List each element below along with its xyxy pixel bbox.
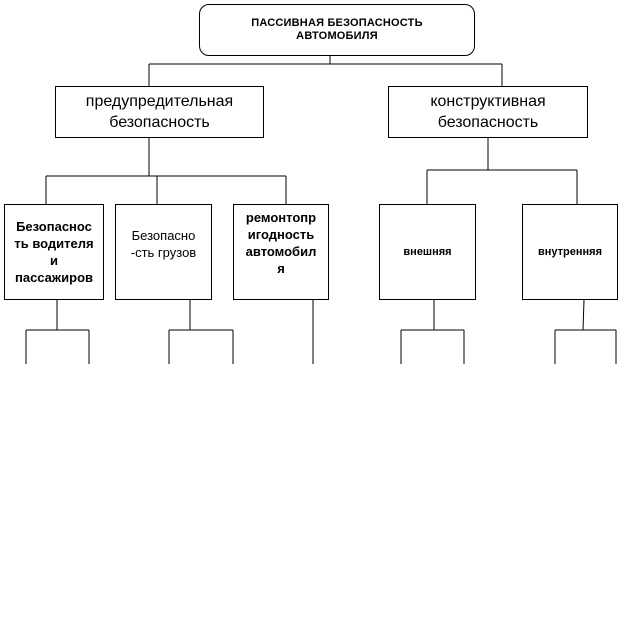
leaf-node-driver-passenger-safety: Безопаснос ть водителя и пассажиров xyxy=(4,204,104,300)
branch-node-preventive-safety: предупредительная безопасность xyxy=(55,86,264,138)
branch-node-constructive-safety: конструктивная безопасность xyxy=(388,86,588,138)
root-node: ПАССИВНАЯ БЕЗОПАСНОСТЬ АВТОМОБИЛЯ xyxy=(199,4,475,56)
leaf-node-external: внешняя xyxy=(379,204,476,300)
leaf-node-vehicle-maintainability: ремонтопр игодность автомобил я xyxy=(233,204,329,300)
leaf-node-cargo-safety: Безопасно -сть грузов xyxy=(115,204,212,300)
leaf-node-internal: внутренняя xyxy=(522,204,618,300)
leaf-5-stem xyxy=(583,300,584,330)
